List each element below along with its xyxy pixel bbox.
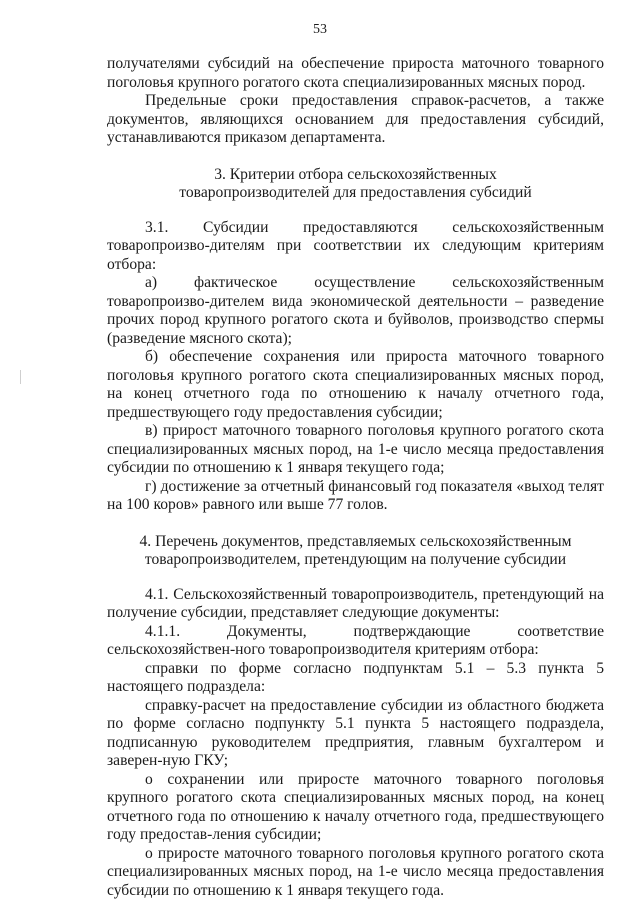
clause-4-1-1: 4.1.1. Документы, подтверждающие соответствие сельскохозяйствен-ного товаропроизводителя критериям отбора: bbox=[107, 622, 604, 658]
clause-3-1-a: а) фактическое осуществление сельскохозяйственным товаропроизво-дителем вида экономической деятельности – разведение прочих пород крупного рогатого скота и буйволов, производство спермы (разведение мясного скота); bbox=[107, 274, 604, 347]
clause-3-1-g: г) достижение за отчетный финансовый год показателя «выход телят на 100 коров» равного или выше 77 голов. bbox=[107, 477, 604, 513]
section-3-heading-line-2: товаропроизводителей для предоставления субсидий bbox=[179, 184, 532, 201]
clause-3-1-b: б) обеспечение сохранения или прироста маточного товарного поголовья крупного рогатого скота специализированных мясных пород, на конец отчетного года по отношению к началу отчетного года, предшествующего году предоставления субсидии; bbox=[107, 348, 604, 421]
paragraph-continuation: получателями субсидий на обеспечение прироста маточного товарного поголовья крупного рогатого скота специализированных мясных пород. bbox=[107, 55, 604, 91]
section-4-heading-line-1: 4. Перечень документов, представляемых сельскохозяйственным bbox=[139, 532, 572, 550]
clause-3-1: 3.1. Субсидии предоставляются сельскохозяйственным товаропроизво-дителям при соответствии их следующим критериям отбора: bbox=[107, 218, 604, 273]
section-3-heading-line-1: 3. Критерии отбора сельскохозяйственных bbox=[214, 165, 497, 183]
section-4-heading bbox=[107, 533, 604, 570]
clause-4-1: 4.1. Сельскохозяйственный товаропроизводитель, претендующий на получение субсидии, представляет следующие документы: bbox=[107, 585, 604, 621]
paragraph-deadlines: Предельные сроки предоставления справок-расчетов, а также документов, являющихся основанием для предоставления субсидий, устанавливаются приказом департамента. bbox=[107, 92, 604, 146]
list-item-growth: о приросте маточного товарного поголовья крупного рогатого скота специализированных мясных пород, на 1-е число месяца предоставления субсидии по отношению к 1 января текущего года. bbox=[107, 844, 604, 899]
list-item-preservation: о сохранении или приросте маточного товарного поголовья крупного рогатого скота специализированных мясных пород, на конец отчетного года по отношению к началу отчетного года, предшествующего году предостав-ления субсидии; bbox=[107, 770, 604, 843]
section-3-heading bbox=[107, 166, 604, 203]
list-item-certificates: справки по форме согласно подпунктам 5.1 – 5.3 пункта 5 настоящего подраздела: bbox=[107, 659, 604, 695]
document-body bbox=[107, 55, 604, 900]
page-number: 53 bbox=[313, 22, 327, 37]
margin-mark bbox=[20, 370, 21, 384]
list-item-calculation: справку-расчет на предоставление субсидии из областного бюджета по форме согласно подпункту 5.1 пункта 5 настоящего подраздела, подписанную руководителем предприятия, главным бухгалтером и заверен-ную ГКУ; bbox=[107, 696, 604, 769]
section-4-heading-line-2: товаропроизводителем, претендующим на получение субсидии bbox=[144, 551, 567, 568]
clause-3-1-v: в) прирост маточного товарного поголовья крупного рогатого скота специализированных мясных пород, на 1-е число месяца предоставления субсидии по отношению к 1 января текущего года; bbox=[107, 422, 604, 476]
